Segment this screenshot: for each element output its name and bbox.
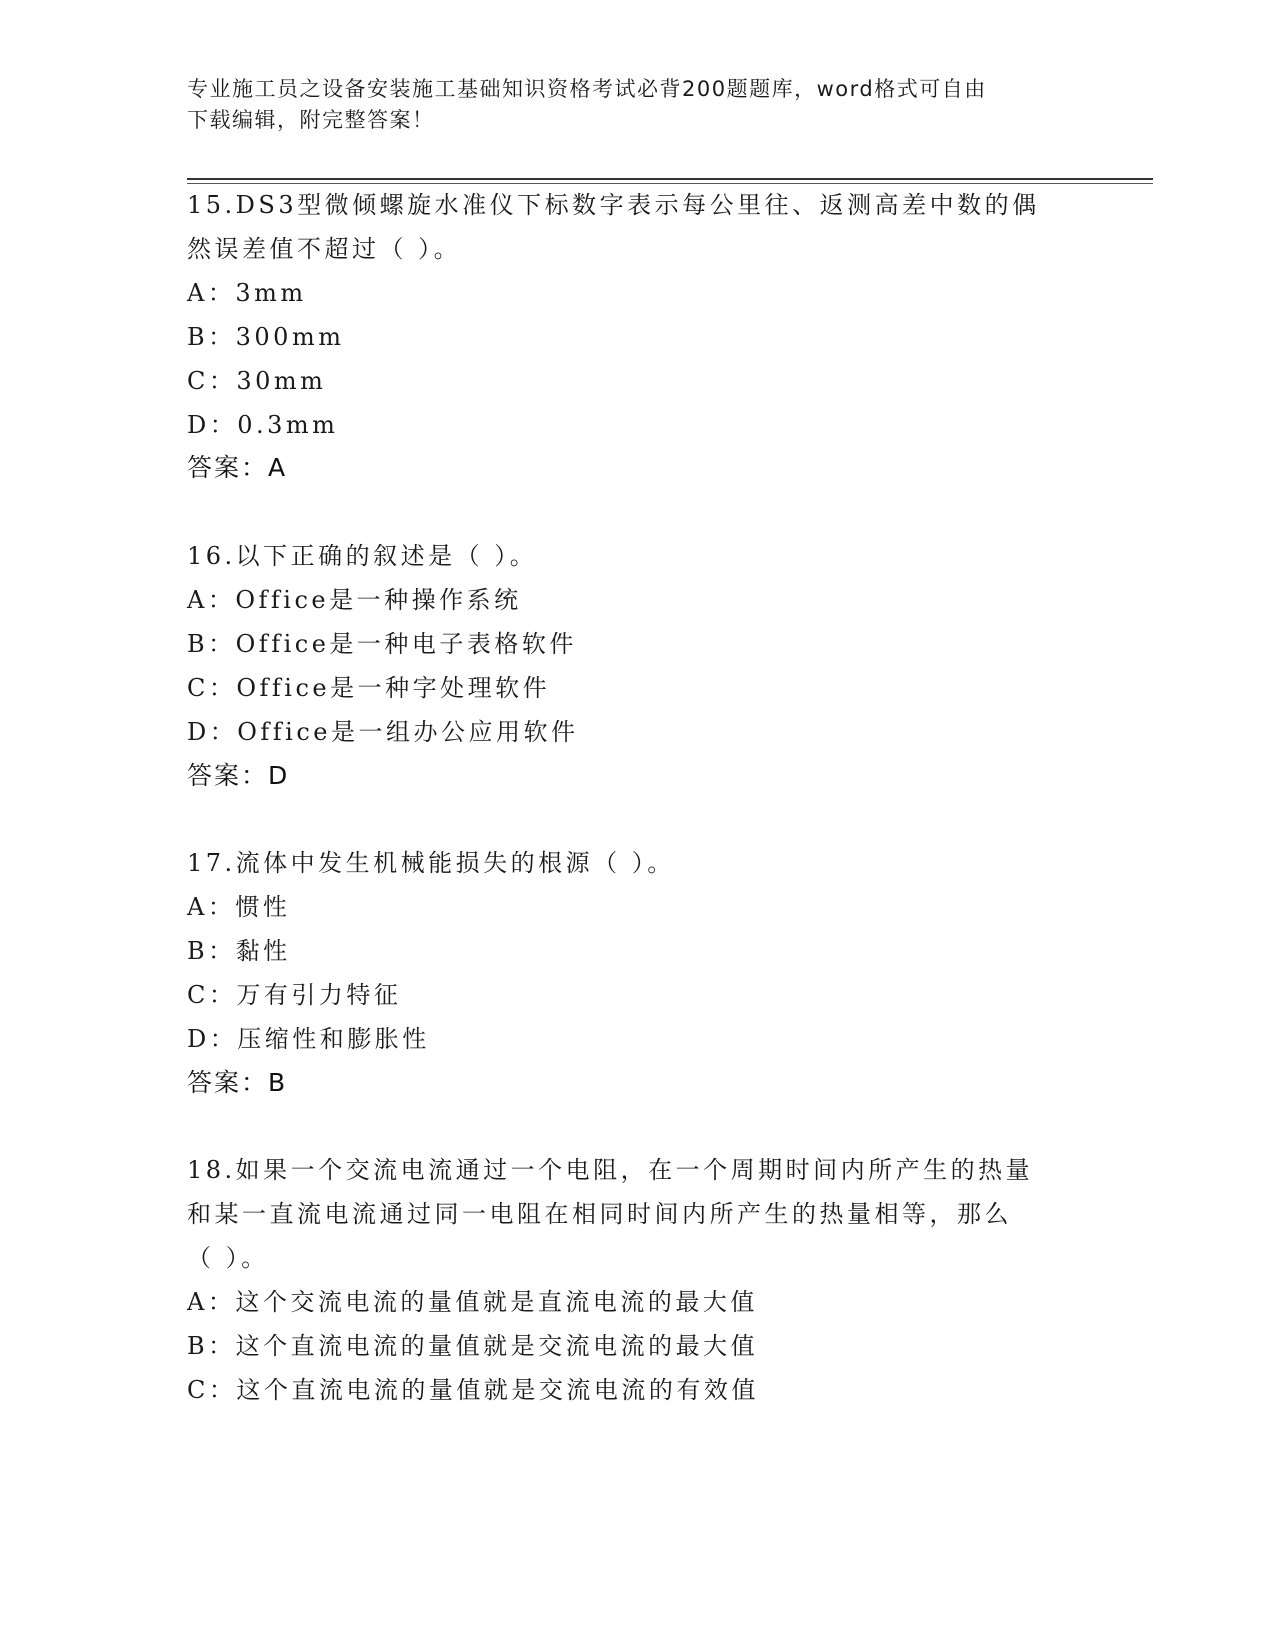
question-16-option-d: D：Office是一组办公应用软件 (187, 718, 579, 746)
question-18-option-c: C：这个直流电流的量值就是交流电流的有效值 (187, 1376, 759, 1404)
header-line-2: 下载编辑，附完整答案！ (187, 108, 435, 132)
document-header (187, 74, 1067, 136)
question-15-stem-line-2: 然误差值不超过（ ）。 (187, 235, 462, 263)
question-18-stem-line-2: 和某一直流电流通过同一电阻在相同时间内所产生的热量相等，那么 (187, 1200, 1012, 1228)
question-17-answer: 答案：B (187, 1068, 288, 1097)
question-15-option-c: C：30mm (187, 367, 327, 395)
question-16-option-a: A：Office是一种操作系统 (187, 586, 522, 614)
question-16-option-c: C：Office是一种字处理软件 (187, 674, 551, 702)
question-17-option-b: B：黏性 (187, 937, 291, 965)
header-divider-thick (187, 178, 1153, 180)
question-17-option-a: A：惯性 (187, 893, 291, 921)
question-16-stem-line-1: 16.以下正确的叙述是（ ）。 (187, 542, 538, 570)
question-15-stem-line-1: 15.DS3型微倾螺旋水准仪下标数字表示每公里往、返测高差中数的偶 (187, 191, 1040, 219)
header-divider-thin (187, 183, 1153, 184)
question-17-option-c: C：万有引力特征 (187, 981, 402, 1009)
question-18-option-b: B：这个直流电流的量值就是交流电流的最大值 (187, 1332, 759, 1360)
question-17-stem-line-1: 17.流体中发生机械能损失的根源（ ）。 (187, 849, 675, 877)
question-18-stem-line-1: 18.如果一个交流电流通过一个电阻，在一个周期时间内所产生的热量 (187, 1156, 1034, 1184)
header-line-1: 专业施工员之设备安装施工基础知识资格考试必背200题题库，word格式可自由 (187, 77, 987, 101)
question-16-option-b: B：Office是一种电子表格软件 (187, 630, 577, 658)
question-15-option-a: A：3mm (187, 279, 307, 307)
question-15-option-d: D：0.3mm (187, 411, 339, 439)
question-17-option-d: D：压缩性和膨胀性 (187, 1025, 430, 1053)
question-16-answer: 答案：D (187, 761, 290, 790)
question-15-answer: 答案：A (187, 453, 288, 482)
question-18-stem-line-3: （ ）。 (187, 1244, 269, 1272)
question-15-option-b: B：300mm (187, 323, 345, 351)
question-18-option-a: A：这个交流电流的量值就是直流电流的最大值 (187, 1288, 758, 1316)
